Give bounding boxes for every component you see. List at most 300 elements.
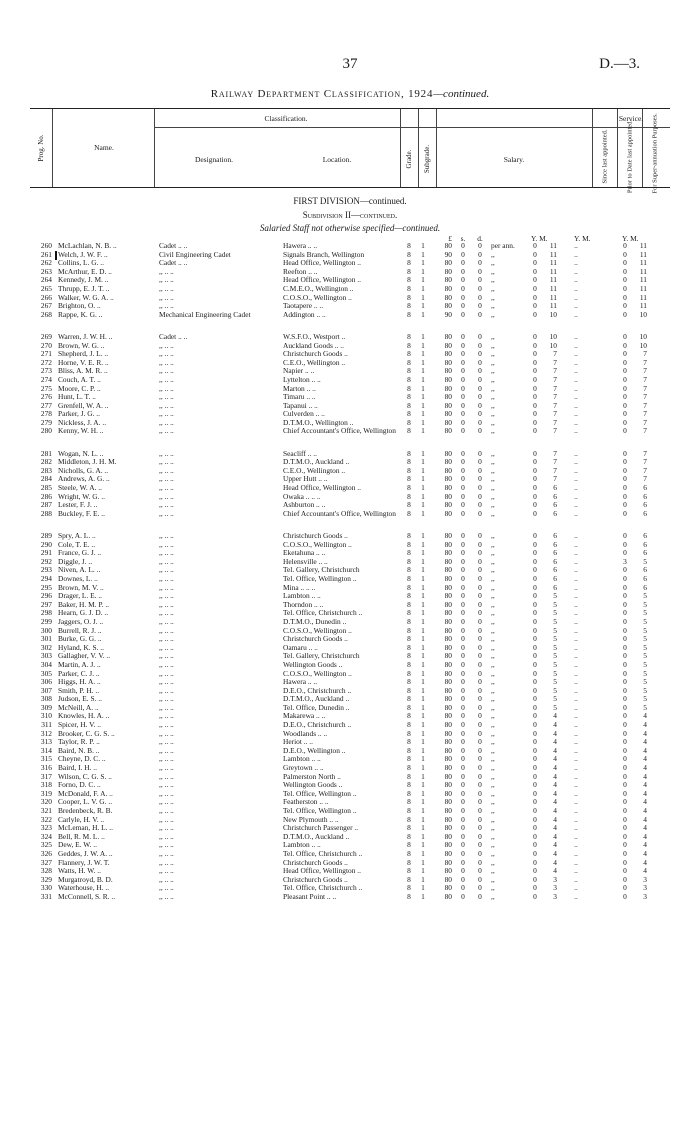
super-years: 0: [623, 426, 627, 436]
prior-years: ..: [574, 659, 578, 669]
salary-pounds: 80: [444, 582, 452, 592]
salary-pence: 0: [478, 806, 482, 815]
since-months: 11: [549, 275, 557, 285]
header-since-last-appointed: Since last appointed.: [601, 129, 609, 184]
salary-pence: 0: [478, 374, 482, 384]
salary-shillings: 0: [461, 797, 465, 807]
salary-pounds: 80: [444, 556, 452, 566]
designation: ,, .. ..: [159, 694, 174, 704]
salary-period: ,,: [491, 651, 495, 661]
salary-shillings: 0: [461, 531, 465, 540]
super-years: 0: [623, 659, 627, 669]
table-row: [0, 427, 700, 444]
prog-number: 313: [40, 737, 52, 747]
salary-period: ,,: [491, 668, 495, 678]
super-years: 0: [623, 634, 627, 644]
prior-years: ..: [574, 788, 578, 798]
super-months: 6: [643, 582, 647, 592]
grade: 8: [407, 508, 411, 518]
salary-pounds: 80: [444, 548, 452, 558]
staff-name: Parker, J. G. ..: [58, 409, 100, 419]
salary-period: ,,: [491, 720, 495, 730]
salary-period: ,,: [491, 874, 495, 884]
salary-shillings: 0: [461, 745, 465, 755]
salary-pounds: 80: [444, 331, 452, 341]
location: Ashburton .. ..: [283, 500, 326, 510]
subgrade: 1: [421, 608, 425, 618]
super-years: 0: [623, 591, 627, 601]
grade: 8: [407, 483, 411, 493]
title-main: Railway Department Classification, 1924: [210, 88, 434, 100]
since-years: 0: [533, 548, 537, 558]
subgrade: 1: [421, 737, 425, 747]
grade: 8: [407, 857, 411, 867]
designation: ,, .. ..: [159, 728, 174, 738]
since-months: 6: [553, 539, 557, 549]
designation: ,, .. ..: [159, 409, 174, 419]
salary-period: ,,: [491, 539, 495, 549]
location: Owaka .. .. ..: [283, 491, 321, 501]
prog-number: 319: [40, 788, 52, 798]
salary-pounds: 80: [444, 668, 452, 678]
salary-pence: 0: [478, 465, 482, 475]
prior-years: ..: [574, 883, 578, 893]
salary-shillings: 0: [461, 565, 465, 575]
subgrade: 1: [421, 814, 425, 824]
staff-name: Couch, A. T. ..: [58, 374, 101, 384]
since-years: 0: [533, 806, 537, 815]
super-years: 0: [623, 840, 627, 850]
salary-shillings: 0: [461, 340, 465, 350]
subgrade: 1: [421, 668, 425, 678]
super-years: 0: [623, 608, 627, 618]
grade: 8: [407, 292, 411, 302]
prog-number: 330: [40, 883, 52, 893]
location: Head Office, Wellington ..: [283, 866, 361, 876]
location: Tel. Office, Wellington ..: [283, 788, 357, 798]
super-years: 0: [623, 694, 627, 704]
designation: ,, .. ..: [159, 823, 174, 833]
since-months: 6: [553, 548, 557, 558]
subgrade: 1: [421, 374, 425, 384]
designation: ,, .. ..: [159, 763, 174, 773]
salary-pounds: 80: [444, 651, 452, 661]
prior-years: ..: [574, 474, 578, 484]
prior-years: ..: [574, 556, 578, 566]
salary-period: ,,: [491, 491, 495, 501]
designation: Cadet .. ..: [159, 331, 188, 341]
prior-years: ..: [574, 891, 578, 901]
prior-years: ..: [574, 745, 578, 755]
super-months: 7: [643, 374, 647, 384]
location: Helensville .. ..: [283, 556, 328, 566]
location: Tapanui .. ..: [283, 400, 318, 410]
unit-since-ym: Y. M.: [531, 234, 548, 243]
salary-period: ,,: [491, 409, 495, 419]
prog-number: 280: [40, 426, 52, 436]
designation: ,, .. ..: [159, 417, 174, 427]
super-months: 4: [643, 806, 647, 815]
super-years: 0: [623, 788, 627, 798]
subgrade: 1: [421, 891, 425, 901]
designation: ,, .. ..: [159, 806, 174, 815]
salary-period: ,,: [491, 366, 495, 376]
salary-shillings: 0: [461, 292, 465, 302]
grade: 8: [407, 301, 411, 311]
salary-pounds: 80: [444, 883, 452, 893]
grade: 8: [407, 400, 411, 410]
salary-period: ,,: [491, 383, 495, 393]
super-years: 0: [623, 292, 627, 302]
prior-years: ..: [574, 599, 578, 609]
prior-years: ..: [574, 642, 578, 652]
prior-years: ..: [574, 634, 578, 644]
grade: 8: [407, 591, 411, 601]
subgrade: 1: [421, 797, 425, 807]
prior-years: ..: [574, 383, 578, 393]
salary-shillings: 0: [461, 582, 465, 592]
since-years: 0: [533, 573, 537, 583]
prior-years: ..: [574, 573, 578, 583]
prior-years: ..: [574, 625, 578, 635]
since-months: 5: [553, 591, 557, 601]
subgrade: 1: [421, 531, 425, 540]
super-months: 4: [643, 848, 647, 858]
subgrade: 1: [421, 599, 425, 609]
salary-shillings: 0: [461, 383, 465, 393]
salary-period: ,,: [491, 392, 495, 402]
location: Greytown .. ..: [283, 763, 324, 773]
since-months: 10: [549, 340, 557, 350]
salary-shillings: 0: [461, 483, 465, 493]
salary-shillings: 0: [461, 883, 465, 893]
super-months: 7: [643, 383, 647, 393]
salary-period: ,,: [491, 754, 495, 764]
staff-name: Burke, G. G. ..: [58, 634, 102, 644]
salary-period: ,,: [491, 685, 495, 695]
grade: 8: [407, 357, 411, 367]
subdivision-text: Subdivision II—continued.: [302, 210, 398, 220]
subgrade: 1: [421, 258, 425, 268]
super-years: 0: [623, 483, 627, 493]
super-months: 5: [643, 651, 647, 661]
super-years: 0: [623, 474, 627, 484]
super-months: 7: [643, 417, 647, 427]
staff-name: Burrell, R. J. ..: [58, 625, 102, 635]
since-months: 7: [553, 349, 557, 359]
since-months: 7: [553, 448, 557, 458]
designation: ,, .. ..: [159, 301, 174, 311]
designation: ,, .. ..: [159, 797, 174, 807]
since-months: 6: [553, 531, 557, 540]
table-row: [0, 367, 700, 376]
subgrade: 1: [421, 275, 425, 285]
super-years: 0: [623, 831, 627, 841]
salary-shillings: 0: [461, 448, 465, 458]
table-row: [0, 294, 700, 303]
super-months: 3: [643, 891, 647, 901]
salary-shillings: 0: [461, 241, 465, 250]
designation: ,, .. ..: [159, 426, 174, 436]
salary-pence: 0: [478, 573, 482, 583]
grade: 8: [407, 366, 411, 376]
grade: 8: [407, 349, 411, 359]
grade: 8: [407, 258, 411, 268]
salary-pounds: 80: [444, 659, 452, 669]
designation: ,, .. ..: [159, 599, 174, 609]
since-months: 11: [549, 266, 557, 276]
subgrade: 1: [421, 642, 425, 652]
prog-number: 323: [40, 823, 52, 833]
prior-years: ..: [574, 694, 578, 704]
since-months: 4: [553, 728, 557, 738]
prior-years: ..: [574, 806, 578, 815]
super-years: 0: [623, 754, 627, 764]
designation: ,, .. ..: [159, 275, 174, 285]
header-name: Name.: [94, 143, 114, 152]
salary-pounds: 80: [444, 831, 452, 841]
since-months: 4: [553, 814, 557, 824]
since-years: 0: [533, 668, 537, 678]
prior-years: ..: [574, 392, 578, 402]
subgrade: 1: [421, 556, 425, 566]
prior-years: ..: [574, 241, 578, 250]
since-months: 7: [553, 417, 557, 427]
salary-pence: 0: [478, 556, 482, 566]
super-years: 0: [623, 548, 627, 558]
salary-pence: 0: [478, 702, 482, 712]
grade: 8: [407, 737, 411, 747]
salary-period: ,,: [491, 531, 495, 540]
since-months: 4: [553, 754, 557, 764]
subgrade: 1: [421, 582, 425, 592]
designation: ,, .. ..: [159, 340, 174, 350]
prog-number: 312: [40, 728, 52, 738]
designation: ,, .. ..: [159, 651, 174, 661]
staff-name: Baker, H. M. P. ..: [58, 599, 110, 609]
prog-number: 303: [40, 651, 52, 661]
since-months: 4: [553, 737, 557, 747]
super-months: 4: [643, 797, 647, 807]
salary-pounds: 80: [444, 483, 452, 493]
salary-shillings: 0: [461, 266, 465, 276]
salary-pence: 0: [478, 857, 482, 867]
prior-years: ..: [574, 409, 578, 419]
prog-number: 315: [40, 754, 52, 764]
super-months: 6: [643, 548, 647, 558]
designation: ,, .. ..: [159, 780, 174, 790]
location: Christchurch Goods ..: [283, 634, 348, 644]
salary-period: ,,: [491, 474, 495, 484]
subgrade: 1: [421, 500, 425, 510]
super-years: 0: [623, 848, 627, 858]
subgrade: 1: [421, 685, 425, 695]
prior-years: ..: [574, 763, 578, 773]
salary-period: ,,: [491, 659, 495, 669]
table-row: [0, 687, 700, 696]
designation: ,, .. ..: [159, 392, 174, 402]
grade: 8: [407, 806, 411, 815]
super-months: 6: [643, 565, 647, 575]
salary-period: ,,: [491, 797, 495, 807]
since-years: 0: [533, 857, 537, 867]
grade: 8: [407, 642, 411, 652]
location: Marton .. ..: [283, 383, 316, 393]
prior-years: ..: [574, 258, 578, 268]
location: Napier .. ..: [283, 366, 315, 376]
staff-name: Judson, E. S. ..: [58, 694, 102, 704]
location: Head Office, Wellington ..: [283, 275, 361, 285]
header-classification: Classification.: [264, 114, 308, 123]
salary-shillings: 0: [461, 465, 465, 475]
grade: 8: [407, 573, 411, 583]
staff-name: Walker, W. G. A. ..: [58, 292, 114, 302]
designation: ,, .. ..: [159, 474, 174, 484]
staff-name: Grenfell, W. A. ..: [58, 400, 109, 410]
grade: 8: [407, 383, 411, 393]
since-years: 0: [533, 737, 537, 747]
prog-number: 325: [40, 840, 52, 850]
since-months: 4: [553, 788, 557, 798]
salary-pence: 0: [478, 616, 482, 626]
unit-pounds: £: [448, 234, 452, 243]
since-months: 4: [553, 780, 557, 790]
table-row: [0, 302, 700, 311]
subgrade: 1: [421, 788, 425, 798]
super-months: 5: [643, 702, 647, 712]
grade: 8: [407, 448, 411, 458]
prog-number: 289: [40, 531, 52, 540]
staff-name: Bliss, A. M. R. ..: [58, 366, 108, 376]
location: Tel. Office, Christchurch ..: [283, 608, 363, 618]
prior-years: ..: [574, 866, 578, 876]
location: Christchurch Goods ..: [283, 874, 348, 884]
since-years: 0: [533, 702, 537, 712]
header-service: Service.: [618, 114, 644, 123]
subgrade: 1: [421, 491, 425, 501]
prog-number: 286: [40, 491, 52, 501]
salary-period: ,,: [491, 806, 495, 815]
location: Tel. Office, Dunedin ..: [283, 702, 350, 712]
super-months: 10: [639, 331, 647, 341]
staff-name: Warren, J. W. H. ..: [58, 331, 113, 341]
subgrade: 1: [421, 883, 425, 893]
staff-name: Carlyle, H. V. ..: [58, 814, 105, 824]
super-years: 0: [623, 763, 627, 773]
prog-number: 288: [40, 508, 52, 518]
salary-pence: 0: [478, 500, 482, 510]
salary-pounds: 80: [444, 642, 452, 652]
super-months: 7: [643, 366, 647, 376]
designation: ,, .. ..: [159, 548, 174, 558]
grade: 8: [407, 608, 411, 618]
salary-pence: 0: [478, 797, 482, 807]
salary-shillings: 0: [461, 616, 465, 626]
subgrade: 1: [421, 548, 425, 558]
designation: ,, .. ..: [159, 266, 174, 276]
location: Mina .. .. ..: [283, 582, 316, 592]
super-months: 11: [639, 275, 647, 285]
subgrade: 1: [421, 241, 425, 250]
salary-pence: 0: [478, 392, 482, 402]
salary-pence: 0: [478, 642, 482, 652]
staff-name: Nickless, J. A. ..: [58, 417, 107, 427]
since-years: 0: [533, 266, 537, 276]
salary-pounds: 80: [444, 720, 452, 730]
super-months: 4: [643, 857, 647, 867]
salary-pounds: 80: [444, 780, 452, 790]
salary-period: ,,: [491, 840, 495, 850]
prior-years: ..: [574, 797, 578, 807]
salary-pounds: 80: [444, 301, 452, 311]
header-designation: Designation.: [194, 155, 234, 164]
since-months: 6: [553, 582, 557, 592]
salary-period: ,,: [491, 565, 495, 575]
prog-number: 307: [40, 685, 52, 695]
salary-period: ,,: [491, 737, 495, 747]
salary-period: ,,: [491, 374, 495, 384]
super-years: 0: [623, 309, 627, 319]
prog-number: 276: [40, 392, 52, 402]
prior-years: ..: [574, 531, 578, 540]
table-row: [0, 311, 700, 328]
super-years: 0: [623, 582, 627, 592]
since-years: 0: [533, 874, 537, 884]
super-months: 10: [639, 309, 647, 319]
prog-number: 327: [40, 857, 52, 867]
table-row: [0, 635, 700, 644]
super-years: 0: [623, 283, 627, 293]
salary-shillings: 0: [461, 659, 465, 669]
location: Lambton .. ..: [283, 840, 321, 850]
salary-pence: 0: [478, 814, 482, 824]
location: Christchurch Goods ..: [283, 531, 348, 540]
since-months: 6: [553, 565, 557, 575]
staff-name: Spicer, H. V. ..: [58, 720, 101, 730]
salary-pence: 0: [478, 340, 482, 350]
location: Upper Hutt .. ..: [283, 474, 328, 484]
subgrade: 1: [421, 448, 425, 458]
unit-shillings: s.: [460, 234, 466, 243]
salary-pence: 0: [478, 745, 482, 755]
grade: 8: [407, 677, 411, 687]
grade: 8: [407, 831, 411, 841]
salary-pence: 0: [478, 659, 482, 669]
staff-name: Wright, W. G. ..: [58, 491, 105, 501]
since-months: 5: [553, 659, 557, 669]
grade: 8: [407, 823, 411, 833]
since-years: 0: [533, 392, 537, 402]
salary-period: ,,: [491, 711, 495, 721]
staff-name: Baird, I. H. ..: [58, 763, 97, 773]
salary-pence: 0: [478, 448, 482, 458]
since-months: 11: [549, 292, 557, 302]
designation: ,, .. ..: [159, 737, 174, 747]
salary-pence: 0: [478, 400, 482, 410]
salary-pounds: 80: [444, 763, 452, 773]
staff-name: Dew, E. W. ..: [58, 840, 97, 850]
prior-years: ..: [574, 702, 578, 712]
location: D.E.O., Christchurch ..: [283, 720, 352, 730]
prior-years: ..: [574, 457, 578, 467]
super-years: 0: [623, 780, 627, 790]
since-months: 7: [553, 392, 557, 402]
salary-pounds: 80: [444, 737, 452, 747]
subgrade: 1: [421, 651, 425, 661]
staff-name: Drager, L. E. ..: [58, 591, 103, 601]
subgrade: 1: [421, 874, 425, 884]
salary-shillings: 0: [461, 711, 465, 721]
